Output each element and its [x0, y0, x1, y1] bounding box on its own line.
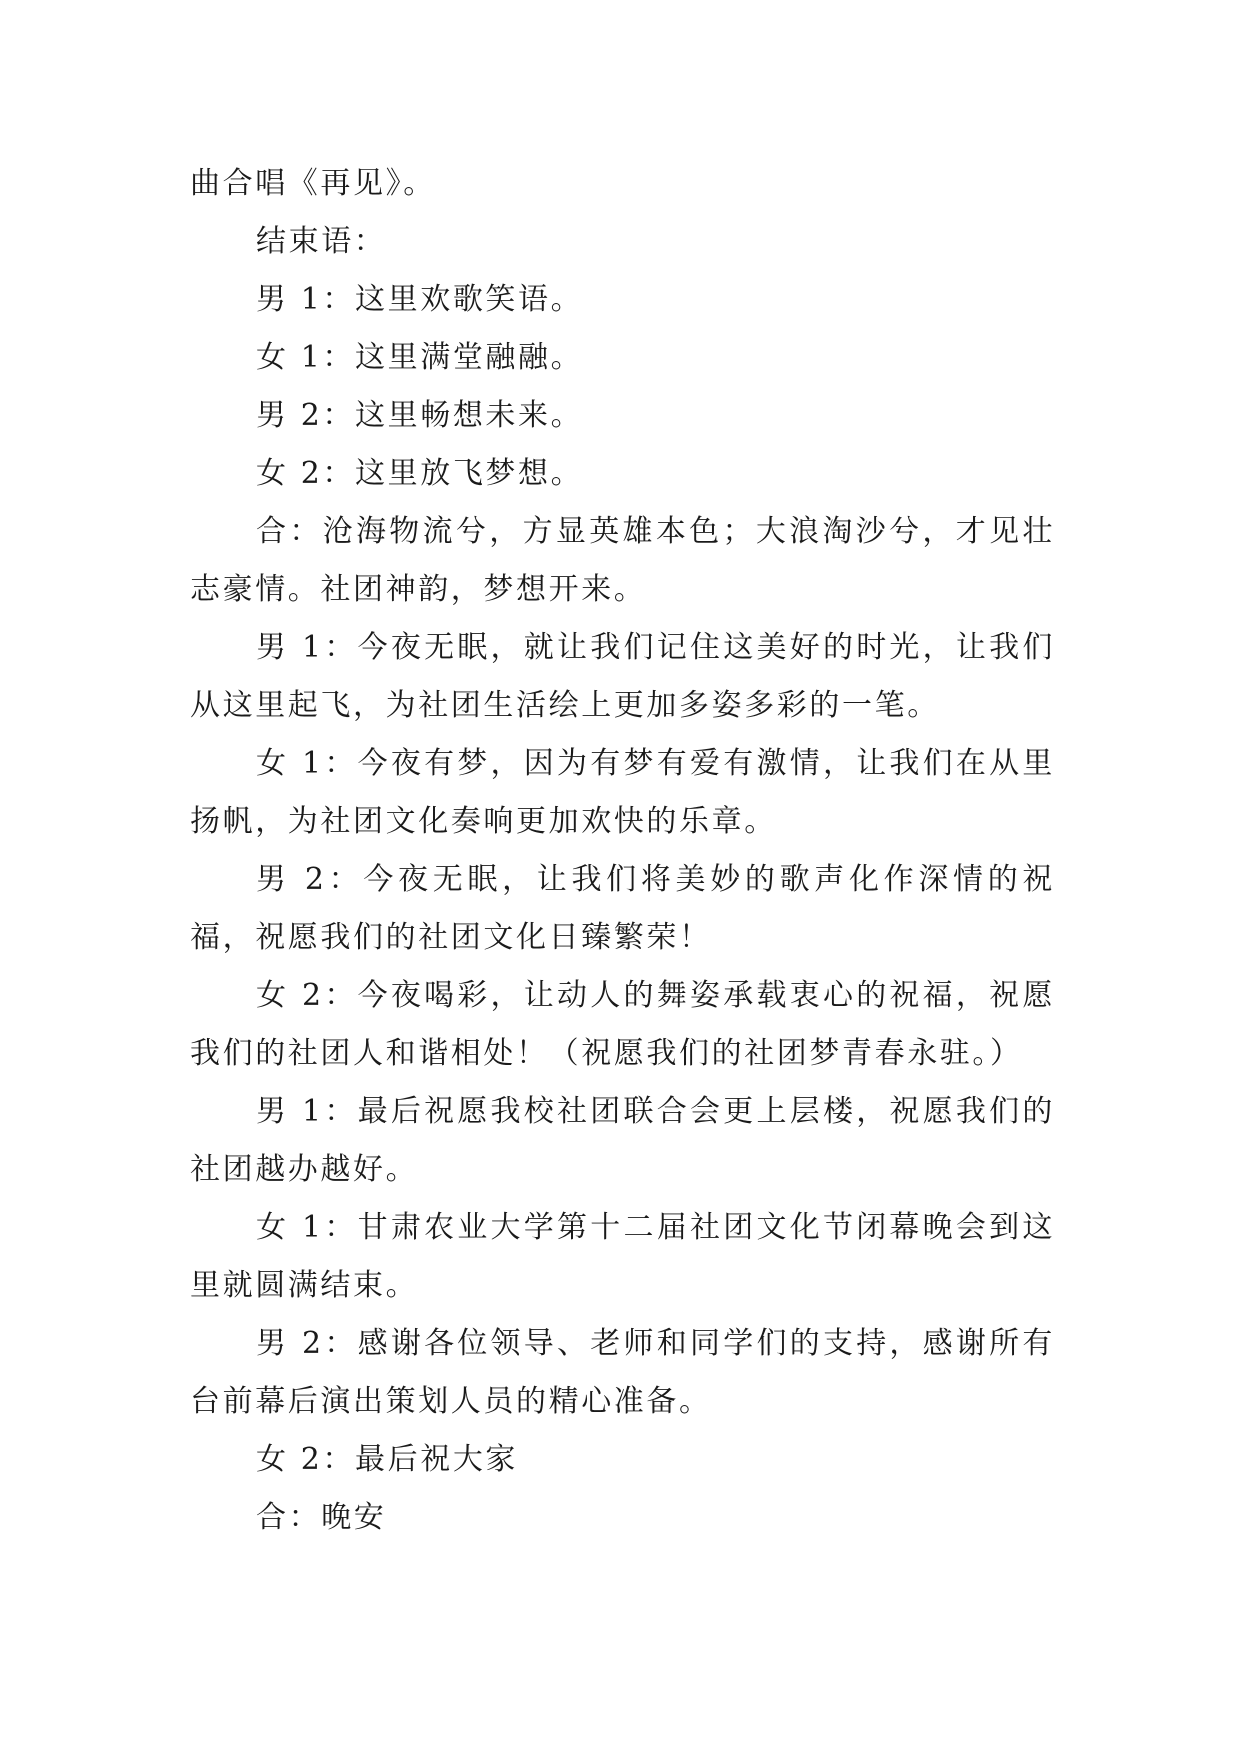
- paragraph-line: 女 2：最后祝大家: [256, 1442, 519, 1477]
- paragraph-line: 男 2：感谢各位领导、老师和同学们的支持，感谢所有台前幕后演出策划人员的精心准备。: [190, 1326, 1055, 1419]
- paragraph-line: 女 2：今夜喝彩，让动人的舞姿承载衷心的祝福，祝愿我们的社团人和谐相处！（祝愿我们的社团梦青春永驻。）: [190, 978, 1055, 1071]
- paragraph-line: 男 1：最后祝愿我校社团联合会更上层楼，祝愿我们的社团越办越好。: [190, 1094, 1055, 1187]
- paragraph-line: 女 1：今夜有梦，因为有梦有爱有激情，让我们在从里扬帆，为社团文化奏响更加欢快的乐章。: [190, 746, 1055, 839]
- paragraph-line: 合：沧海物流兮，方显英雄本色；大浪淘沙兮，才见壮志豪情。社团神韵，梦想开来。: [190, 514, 1055, 607]
- document-body: [190, 155, 1055, 1547]
- paragraph-line: 男 1：今夜无眠，就让我们记住这美好的时光，让我们从这里起飞，为社团生活绘上更加多姿多彩的一笔。: [190, 630, 1055, 723]
- paragraph-continuation: 曲合唱《再见》。: [190, 166, 436, 201]
- paragraph-closing-heading: 结束语：: [256, 224, 387, 259]
- paragraph-line: 男 1：这里欢歌笑语。: [256, 282, 584, 317]
- paragraph-line: 女 1：这里满堂融融。: [256, 340, 584, 375]
- paragraph-line: 合：晚安: [256, 1500, 387, 1535]
- paragraph-line: 男 2：这里畅想未来。: [256, 398, 584, 433]
- paragraph-line: 女 2：这里放飞梦想。: [256, 456, 584, 491]
- paragraph-line: 女 1：甘肃农业大学第十二届社团文化节闭幕晚会到这里就圆满结束。: [190, 1210, 1055, 1303]
- paragraph-line: 男 2：今夜无眠，让我们将美妙的歌声化作深情的祝福，祝愿我们的社团文化日臻繁荣！: [190, 862, 1055, 955]
